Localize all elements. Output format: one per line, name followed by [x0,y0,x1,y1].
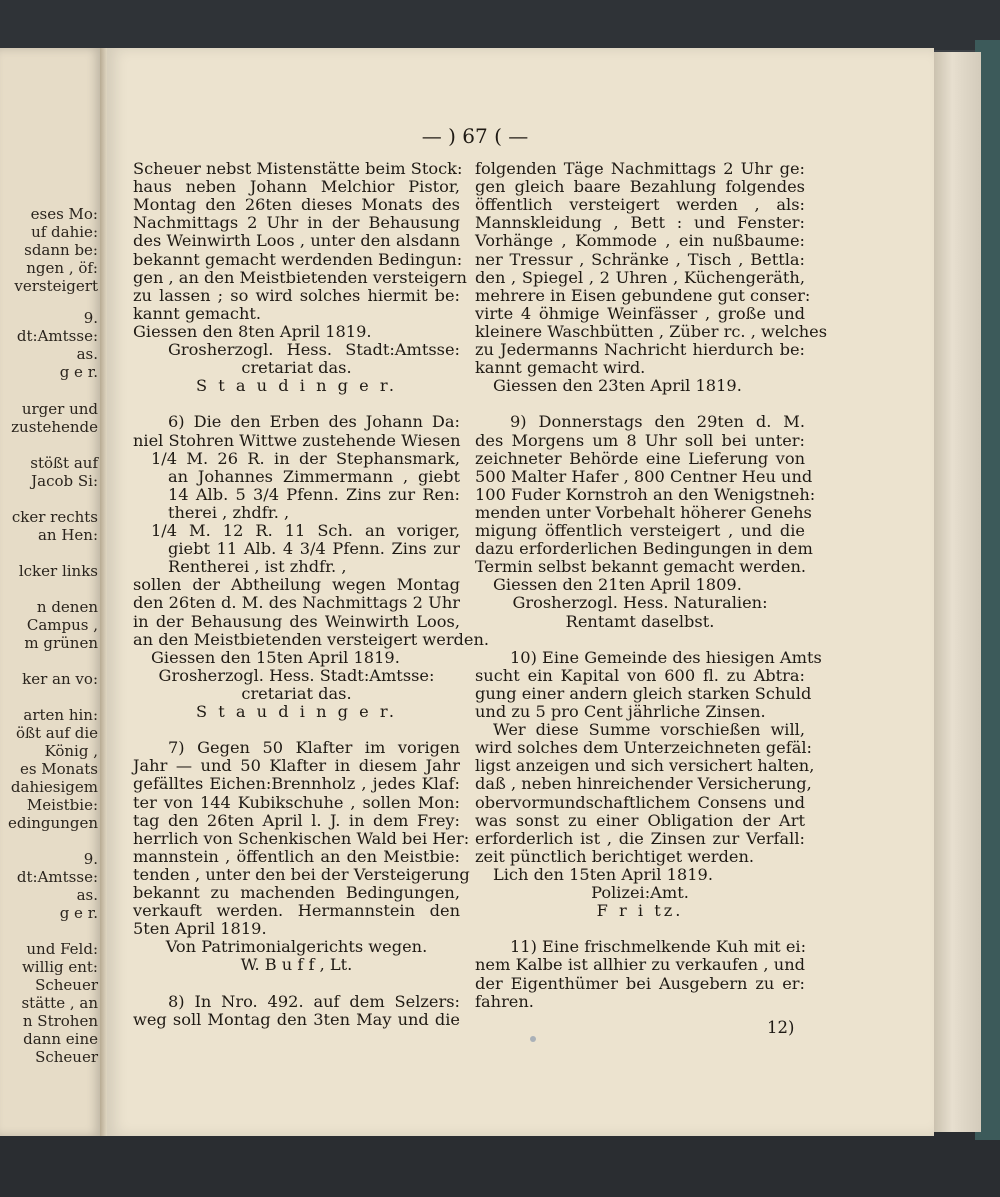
left-page-line: versteigert [14,277,98,295]
right-column-line: dazu erforderlichen Bedingungen in dem [475,539,813,559]
left-column-line: niel Stohren Wittwe zustehende Wiesen [133,430,461,450]
right-column-line: Mannskleidung , Bett : und Fenster: [475,213,805,233]
left-column-line: S t a u d i n g e r. [196,702,397,721]
right-column-line: Giessen den 21ten April 1809. [493,575,742,595]
left-column-line: cretariat das. [241,358,352,378]
left-page-fragment [0,48,102,1136]
right-column-line: nem Kalbe ist allhier zu verkaufen , und [475,955,805,975]
left-column-line: tenden , unter den bei der Versteigerung [133,864,470,884]
left-page-line: g e r. [59,904,98,922]
right-column-line: gung einer andern gleich starken Schuld [475,683,812,703]
left-page-line: Scheuer [35,976,98,994]
left-column-line: den 26ten d. M. des Nachmittags 2 Uhr [133,593,460,613]
left-page-line: edingungen [8,814,98,832]
left-column-line: bekannt zu machenden Bedingungen, [133,883,460,902]
right-column-line: 9) Donnerstags den 29ten d. M. [510,412,805,432]
right-column-line: was sonst zu einer Obligation der Art [475,810,805,830]
left-column-line: zu lassen ; so wird solches hiermit be: [133,285,460,305]
left-column-line: an Johannes Zimmermann , giebt [168,466,460,486]
left-page-line: ker an vo: [22,670,98,688]
right-column-line: mehrere in Eisen gebundene gut conser: [475,285,811,305]
left-column-line: des Weinwirth Loos , unter den alsdann [133,231,460,251]
left-column-line: 7) Gegen 50 Klafter im vorigen [168,738,460,758]
left-column-line: in der Behausung des Weinwirth Loos, [133,611,460,631]
right-column-line: zeichneter Behörde eine Lieferung von [475,448,805,468]
right-column-line: zeit pünctlich berichtiget werden. [475,846,755,866]
left-column-line: Grosherzogl. Hess. Stadt:Amtsse: [158,665,435,685]
right-column-line: Wer diese Summe vorschießen will, [493,720,805,740]
left-column-line: Rentherei , ist zhdfr. , [168,557,347,577]
right-column-line: menden unter Vorbehalt höherer Genehs [475,502,812,522]
left-page-line: willig ent: [21,958,98,976]
left-column-line: Von Patrimonialgerichts wegen. [165,937,428,957]
left-column-line: 14 Alb. 5 3/4 Pfenn. Zins zur Ren: [168,484,460,504]
left-page-line: sdann be: [24,241,98,259]
background-top [0,0,1000,50]
right-column-line: gen gleich baare Bezahlung folgendes [475,177,805,197]
left-page-line: an Hen: [37,526,98,544]
right-column-line: des Morgens um 8 Uhr soll bei unter: [475,430,805,450]
right-column-line: 500 Malter Hafer , 800 Centner Heu und [475,466,813,486]
left-page-line: dahiesigem [10,778,98,796]
left-column-line: kannt gemacht. [133,303,262,323]
left-column-line: Giessen den 8ten April 1819. [133,321,372,341]
left-column-line: Scheuer nebst Mistenstätte beim Stock: [133,159,463,178]
right-column-line: Giessen den 23ten April 1819. [493,376,742,396]
left-page-line: arten hin: [23,706,98,724]
left-page-line: m grünen [24,634,98,652]
left-page-line: ngen , öf: [26,259,98,277]
left-page-line: Jacob Si: [31,472,98,490]
right-column-line: ner Tressur , Schränke , Tisch , Bettla: [475,249,805,269]
left-page-line: König , [44,742,98,760]
left-column-line: haus neben Johann Melchior Pistor, [133,177,460,197]
left-page-line: 9. [83,850,98,868]
right-column-line: kleinere Waschbütten , Züber rc. , welches [475,321,828,341]
left-column-line: Grosherzogl. Hess. Stadt:Amtsse: [168,340,460,359]
right-column-line: erforderlich ist , die Zinsen zur Verfall: [475,828,805,848]
left-column-line: W. B u f f , Lt. [240,955,353,975]
left-page-line: dann eine [23,1030,98,1048]
left-page-line: urger und [21,400,98,418]
left-page-line: dt:Amtsse: [16,868,98,886]
right-column-line: ligst anzeigen und sich versichert halten, [475,756,815,776]
right-column-line: Rentamt daselbst. [565,611,715,631]
left-column-line [133,721,460,739]
background-bottom [0,1130,1000,1197]
ink-spot [530,1036,536,1042]
left-column-line [133,395,460,413]
left-page-line: es Monats [19,760,98,778]
right-column-line: virte 4 öhmige Weinfässer , große und [475,303,805,323]
left-column-line: 8) In Nro. 492. auf dem Selzers: [168,991,460,1011]
page-edge [932,52,981,1132]
left-page-line: zustehende [11,418,98,436]
left-page-line: n denen [36,598,98,616]
left-page-line: uf dahie: [31,223,98,241]
left-column-line: weg soll Montag den 3ten May und die [133,1009,460,1029]
left-column-line: cretariat das. [241,683,352,703]
right-column-line: Grosherzogl. Hess. Naturalien: [512,593,768,613]
right-column-line: 100 Fuder Kornstroh an den Wenigstneh: [475,484,816,504]
right-column-line: zu Jedermanns Nachricht hierdurch be: [475,340,805,359]
left-column-line: verkauft werden. Hermannstein den [133,901,460,921]
left-column-line: an den Meistbietenden versteigert werden. [133,629,490,649]
right-column-line: 10) Eine Gemeinde des hiesigen Amts [510,647,822,667]
left-page-line: eses Mo: [30,205,98,223]
left-column-line: Montag den 26ten dieses Monats des [133,195,460,215]
left-page-line: Campus , [26,616,98,634]
left-column-line: tag den 26ten April l. J. in dem Frey: [133,810,460,830]
page-header: — ) 67 ( — [421,124,529,148]
left-column-line: 1/4 M. 12 R. 11 Sch. an voriger, [151,521,460,540]
right-column-line: den , Spiegel , 2 Uhren , Küchengeräth, [475,267,805,287]
right-column-line: Polizei:Amt. [591,883,689,902]
right-column-line: und zu 5 pro Cent jährliche Zinsen. [475,702,766,721]
left-column-line: therei , zhdfr. , [168,502,290,522]
left-column-line: giebt 11 Alb. 4 3/4 Pfenn. Zins zur [168,539,460,559]
left-column-line: bekannt gemacht werdenden Bedingun: [133,249,463,269]
left-page-line: as. [76,345,98,363]
left-column-line: Giessen den 15ten April 1819. [151,647,400,667]
right-column-line: Lich den 15ten April 1819. [493,864,713,884]
catchword: 12) [767,1018,795,1037]
left-column-line: gen , an den Meistbietenden versteigern [133,267,467,287]
left-column-line: 1/4 M. 26 R. in der Stephansmark, [151,448,460,468]
left-column-line: 6) Die den Erben des Johann Da: [168,412,460,432]
right-column-line: 11) Eine frischmelkende Kuh mit ei: [510,937,807,957]
right-column-line [475,631,805,649]
left-page-line: dt:Amtsse: [16,327,98,345]
left-page-line: stößt auf [30,454,98,472]
left-column-line: S t a u d i n g e r. [196,376,397,396]
right-column-line: wird solches dem Unterzeichneten gefäl: [475,738,813,758]
left-column-line: ter von 144 Kubikschuhe , sollen Mon: [133,792,460,812]
right-column-line: daß , neben hinreichender Versicherung, [475,774,812,794]
right-column-line: fahren. [475,991,534,1011]
right-column-line [475,395,805,413]
right-column-line: Vorhänge , Kommode , ein nußbaume: [475,231,805,251]
right-column-line: öffentlich versteigert werden , als: [475,195,805,215]
left-column-line: sollen der Abtheilung wegen Montag [133,575,460,595]
left-page-line: lcker links [18,562,98,580]
right-column-line: kannt gemacht wird. [475,358,646,378]
left-column-line [133,975,460,993]
left-page-line: cker rechts [11,508,98,526]
left-page-line: ößt auf die [15,724,98,742]
left-column-line: 5ten April 1819. [133,919,267,939]
right-column-line: migung öffentlich versteigert , und die [475,521,805,540]
right-column-line: F r i tz. [596,901,684,921]
right-column-line: obervormundschaftlichem Consens und [475,792,805,812]
right-column-line: Termin selbst bekannt gemacht werden. [475,557,807,577]
left-column-line: gefälltes Eichen:Brennholz , jedes Klaf: [133,774,460,794]
left-column-line: herrlich von Schenkischen Wald bei Her: [133,828,470,848]
right-column-line: folgenden Täge Nachmittags 2 Uhr ge: [475,159,805,178]
right-column-line: sucht ein Kapital von 600 fl. zu Abtra: [475,665,805,685]
right-column-line: der Eigenthümer bei Ausgebern zu er: [475,973,805,993]
left-page-line: Meistbie: [26,796,98,814]
left-page-line: n Strohen [22,1012,98,1030]
left-column-line: mannstein , öffentlich an den Meistbie: [133,846,460,866]
left-column-line: Jahr — und 50 Klafter in diesem Jahr [133,756,460,776]
left-page-line: as. [76,886,98,904]
left-page-line: Scheuer [35,1048,98,1066]
right-column-line [475,920,805,938]
left-page-line: stätte , an [21,994,98,1012]
left-page-line: und Feld: [26,940,98,958]
left-page-line: 9. [83,309,98,327]
left-column-line: Nachmittags 2 Uhr in der Behausung [133,213,460,233]
left-page-line: g e r. [59,363,98,381]
